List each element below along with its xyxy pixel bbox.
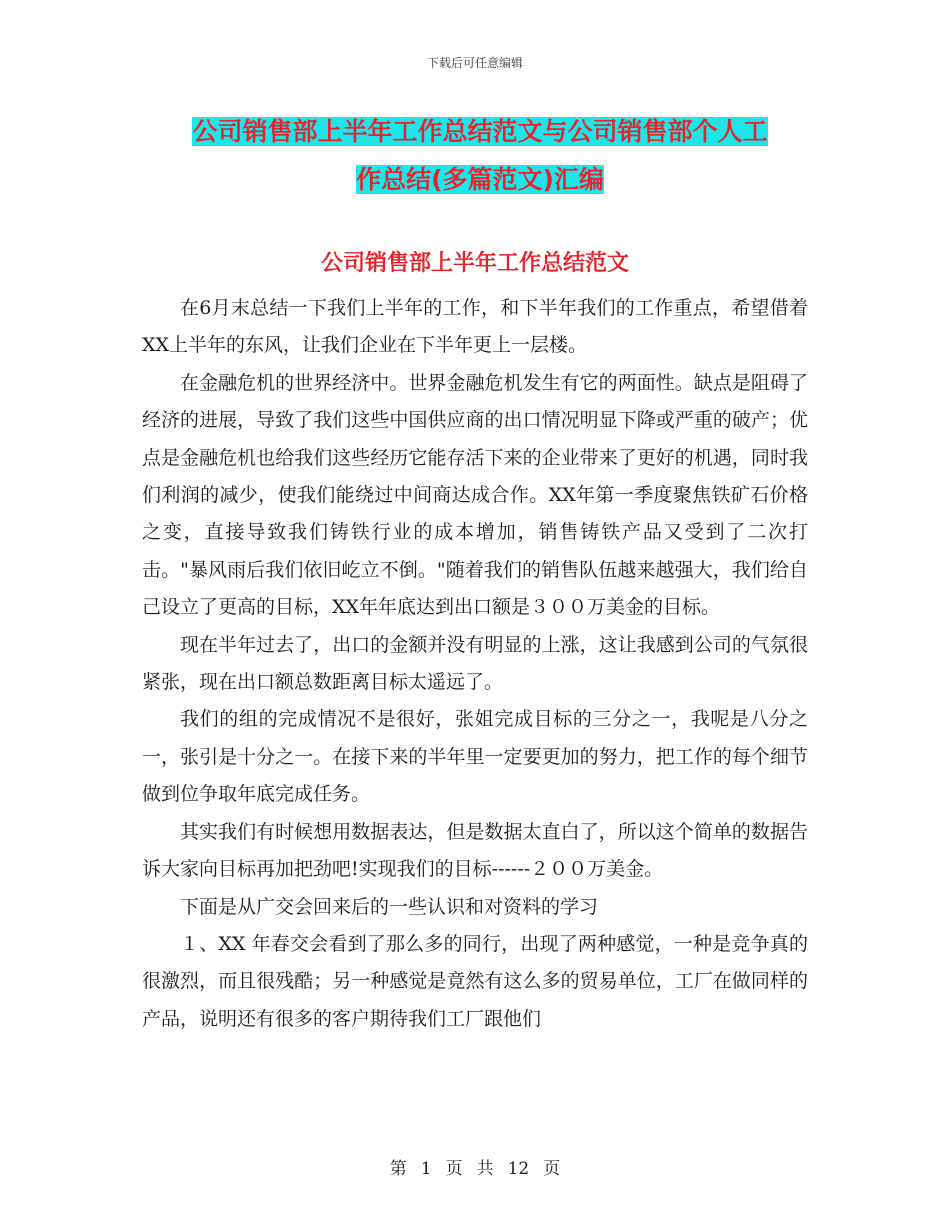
page-number: 1: [420, 1159, 432, 1179]
paragraph: 其实我们有时候想用数据表达，但是数据太直白了，所以这个简单的数据告诉大家向目标再加把劲吧!实现我们的目标------２００万美金。: [142, 820, 808, 881]
document-title: [140, 108, 820, 204]
document-title-line-1: 公司销售部上半年工作总结范文与公司销售部个人工: [192, 117, 768, 146]
total-pages: 12: [507, 1159, 530, 1179]
document-body: [142, 290, 808, 1038]
paragraph: 在6月末总结一下我们上半年的工作，和下半年我们的工作重点，希望借着XX上半年的东风，让我们企业在下半年更上一层楼。: [142, 297, 808, 357]
footer-page-word: 页: [445, 1159, 463, 1179]
paragraph: 我们的组的完成情况不是很好，张姐完成目标的三分之一，我呢是八分之一，张引是十分之一。在接下来的半年里一定要更加的努力，把工作的每个细节做到位争取年底完成任务。: [142, 708, 808, 806]
page-header-note: 下载后可任意编辑: [426, 56, 523, 70]
page-footer: [0, 1154, 950, 1179]
section-title: 公司销售部上半年工作总结范文: [320, 251, 629, 276]
footer-total-label: 共: [476, 1159, 494, 1179]
paragraph: 现在半年过去了，出口的金额并没有明显的上涨，这让我感到公司的气氛很紧张，现在出口额总数距离目标太遥远了。: [142, 633, 808, 694]
footer-prefix: 第: [389, 1159, 407, 1179]
footer-suffix: 页: [543, 1159, 561, 1179]
paragraph: 在金融危机的世界经济中。世界金融危机发生有它的两面性。缺点是阻碍了经济的进展，导致了我们这些中国供应商的出口情况明显下降或严重的破产；优点是金融危机也给我们这些经历它能存活下来的企业带来了更好的机遇，同时我们利润的减少，使我们能绕过中间商达成合作。XX年第一季度聚焦铁矿石价格之变，直接导致我们铸铁行业的成本增加，销售铸铁产品又受到了二次打击。"暴风雨后我们依旧屹立不倒。"随着我们的销售队伍越来越强大，我们给自己设立了更高的目标，XX年年底达到出口额是３００万美金的目标。: [142, 371, 808, 619]
paragraph: 下面是从广交会回来后的一些认识和对资料的学习: [180, 895, 599, 918]
paragraph: １、XX 年春交会看到了那么多的同行，出现了两种感觉，一种是竞争真的很激烈，而且很残酷；另一种感觉是竟然有这么多的贸易单位，工厂在做同样的产品，说明还有很多的客户期待我们工厂跟他们: [142, 932, 808, 1030]
document-title-line-2: 作总结(多篇范文)汇编: [356, 165, 604, 194]
